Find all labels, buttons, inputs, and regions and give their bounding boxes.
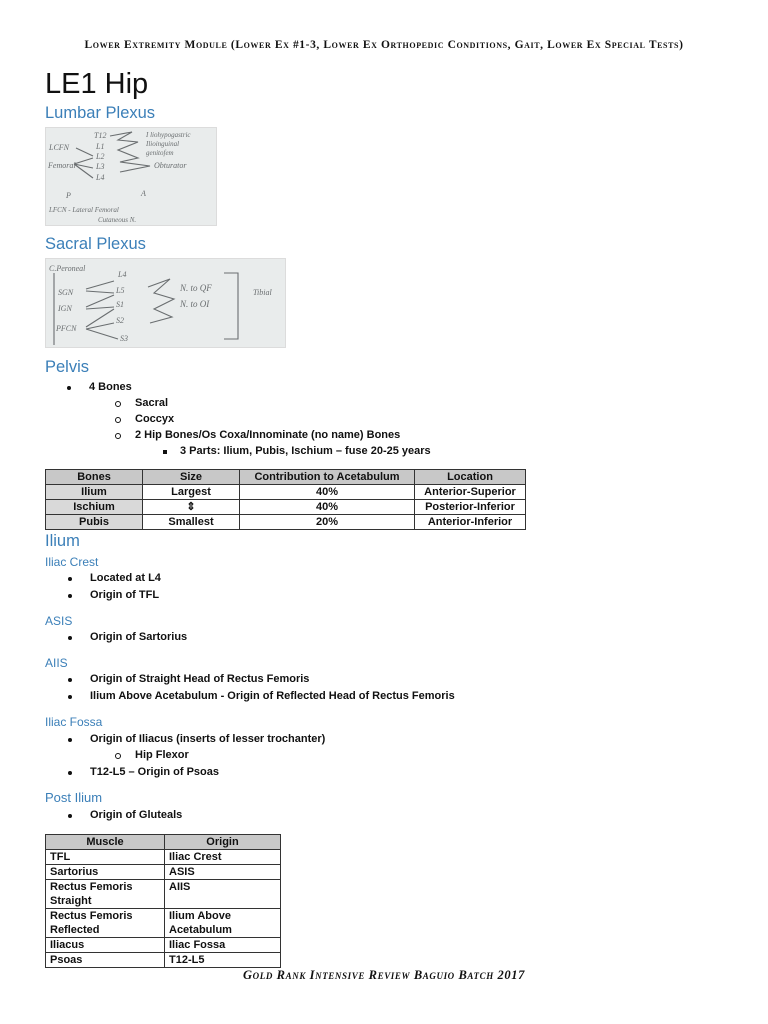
table-row — [46, 500, 526, 515]
table-cell: Rectus Femoris Straight — [46, 880, 165, 909]
bullet-icon — [115, 401, 121, 407]
list-item: T12-L5 – Origin of Psoas — [90, 766, 219, 778]
bullet-icon — [115, 417, 121, 423]
sketch-text: IGN — [58, 304, 72, 313]
sketch-text: L4 — [118, 270, 127, 279]
list-item: 3 Parts: Ilium, Pubis, Ischium – fuse 20-25 years — [180, 445, 431, 457]
sketch-text: C.Peroneal — [49, 264, 86, 273]
sketch-text: L4 — [96, 173, 105, 182]
iliac-fossa-heading: Iliac Fossa — [45, 715, 103, 729]
table-cell: Smallest — [143, 515, 240, 530]
table-cell: Sartorius — [46, 865, 165, 880]
list-item: Origin of TFL — [90, 589, 159, 601]
list-item: 4 Bones — [89, 381, 132, 393]
page-title: LE1 Hip — [45, 68, 149, 100]
lumbar-plexus-heading: Lumbar Plexus — [45, 104, 156, 122]
sketch-text: A — [141, 189, 146, 198]
post-ilium-heading: Post Ilium — [45, 790, 103, 805]
table-cell: T12-L5 — [165, 953, 281, 968]
table-cell: Psoas — [46, 953, 165, 968]
table-row — [46, 515, 526, 530]
bones-table — [45, 469, 526, 530]
sketch-text: N. to OI — [180, 299, 210, 309]
table-cell: AIIS — [165, 880, 281, 909]
list-item: Sacral — [135, 397, 168, 409]
list-item: Origin of Straight Head of Rectus Femoris — [90, 673, 309, 685]
table-row — [46, 485, 526, 500]
table-cell: Iliac Fossa — [165, 938, 281, 953]
table-header-row — [46, 835, 281, 850]
sketch-text: LFCN - Lateral Femoral — [49, 206, 119, 214]
column-header: Muscle — [46, 835, 165, 850]
table-cell: Iliac Crest — [165, 850, 281, 865]
lumbar-plexus-image — [45, 127, 217, 226]
page-header: Lower Extremity Module (Lower Ex #1-3, Lower Ex Orthopedic Conditions, Gait, Lower Ex Special Tests) — [84, 39, 684, 51]
table-row — [46, 938, 281, 953]
bullet-icon — [68, 814, 72, 818]
sketch-text: S1 — [116, 300, 124, 309]
table-row — [46, 953, 281, 968]
list-item: Located at L4 — [90, 572, 161, 584]
sketch-text: S3 — [120, 334, 128, 343]
sketch-text: L1 — [96, 142, 105, 151]
bullet-icon — [68, 695, 72, 699]
sketch-text: SGN — [58, 288, 74, 297]
sketch-text: L3 — [96, 162, 105, 171]
list-item: 2 Hip Bones/Os Coxa/Innominate (no name) Bones — [135, 429, 400, 441]
sacral-plexus-image — [45, 258, 286, 348]
table-cell: TFL — [46, 850, 165, 865]
bullet-icon — [68, 678, 72, 682]
bullet-icon — [68, 738, 72, 742]
column-header: Location — [415, 470, 526, 485]
ilium-heading: Ilium — [45, 532, 80, 550]
column-header: Contribution to Acetabulum — [240, 470, 415, 485]
bullet-icon — [67, 386, 71, 390]
table-row — [46, 865, 281, 880]
sketch-text: LCFN — [49, 143, 70, 152]
pelvis-heading: Pelvis — [45, 358, 90, 376]
sacral-plexus-sketch — [46, 259, 285, 347]
table-header-row — [46, 470, 526, 485]
table-row — [46, 880, 281, 909]
sketch-text: PFCN — [56, 324, 77, 333]
column-header: Bones — [46, 470, 143, 485]
list-item: Hip Flexor — [135, 749, 189, 761]
list-item: Origin of Sartorius — [90, 631, 187, 643]
table-cell: Rectus Femoris Reflected — [46, 909, 165, 938]
sketch-text: N. to QF — [180, 283, 212, 293]
bullet-icon — [115, 753, 121, 759]
column-header: Size — [143, 470, 240, 485]
sketch-text: L2 — [96, 152, 105, 161]
table-cell: Ischium — [46, 500, 143, 515]
table-cell: Ilium — [46, 485, 143, 500]
bullet-icon — [115, 433, 121, 439]
list-item: Coccyx — [135, 413, 174, 425]
bullet-icon — [68, 636, 72, 640]
table-cell: Iliacus — [46, 938, 165, 953]
aiis-heading: AIIS — [45, 656, 68, 670]
page-footer: Gold Rank Intensive Review Baguio Batch 2017 — [243, 968, 525, 982]
list-item: Origin of Gluteals — [90, 809, 182, 821]
sacral-plexus-heading: Sacral Plexus — [45, 235, 146, 253]
table-cell: Anterior-Superior — [415, 485, 526, 500]
asis-heading: ASIS — [45, 614, 73, 628]
sketch-text: genitofem — [146, 149, 174, 157]
sketch-text: S2 — [116, 316, 124, 325]
table-cell: Largest — [143, 485, 240, 500]
sketch-text: Femoral — [48, 161, 76, 170]
sketch-text: P — [66, 191, 71, 200]
table-cell: Anterior-Inferior — [415, 515, 526, 530]
table-cell: Ilium Above Acetabulum — [165, 909, 281, 938]
arrow-icon: ⇕ — [143, 500, 240, 515]
table-cell: 20% — [240, 515, 415, 530]
column-header: Origin — [165, 835, 281, 850]
bullet-icon — [68, 594, 72, 598]
sketch-text: Cutaneous N. — [98, 216, 137, 224]
bullet-icon — [163, 450, 167, 454]
table-cell: Pubis — [46, 515, 143, 530]
sketch-text: Obturator — [154, 161, 187, 170]
table-row — [46, 909, 281, 938]
lumbar-plexus-sketch — [46, 128, 216, 225]
iliac-crest-heading: Iliac Crest — [45, 555, 99, 569]
bullet-icon — [68, 577, 72, 581]
table-cell: Posterior-Inferior — [415, 500, 526, 515]
sketch-text: Ilioinguinal — [146, 140, 180, 148]
list-item: Origin of Iliacus (inserts of lesser trochanter) — [90, 733, 325, 745]
list-item: Ilium Above Acetabulum - Origin of Reflected Head of Rectus Femoris — [90, 690, 455, 702]
sketch-text: L5 — [116, 286, 125, 295]
sketch-text: T12 — [94, 131, 107, 140]
table-cell: ASIS — [165, 865, 281, 880]
table-row — [46, 850, 281, 865]
muscle-origin-table — [45, 834, 281, 968]
table-cell: 40% — [240, 485, 415, 500]
sketch-text: Tibial — [253, 288, 272, 297]
table-cell: 40% — [240, 500, 415, 515]
bullet-icon — [68, 771, 72, 775]
sketch-text: I liohypogastric — [146, 131, 191, 139]
